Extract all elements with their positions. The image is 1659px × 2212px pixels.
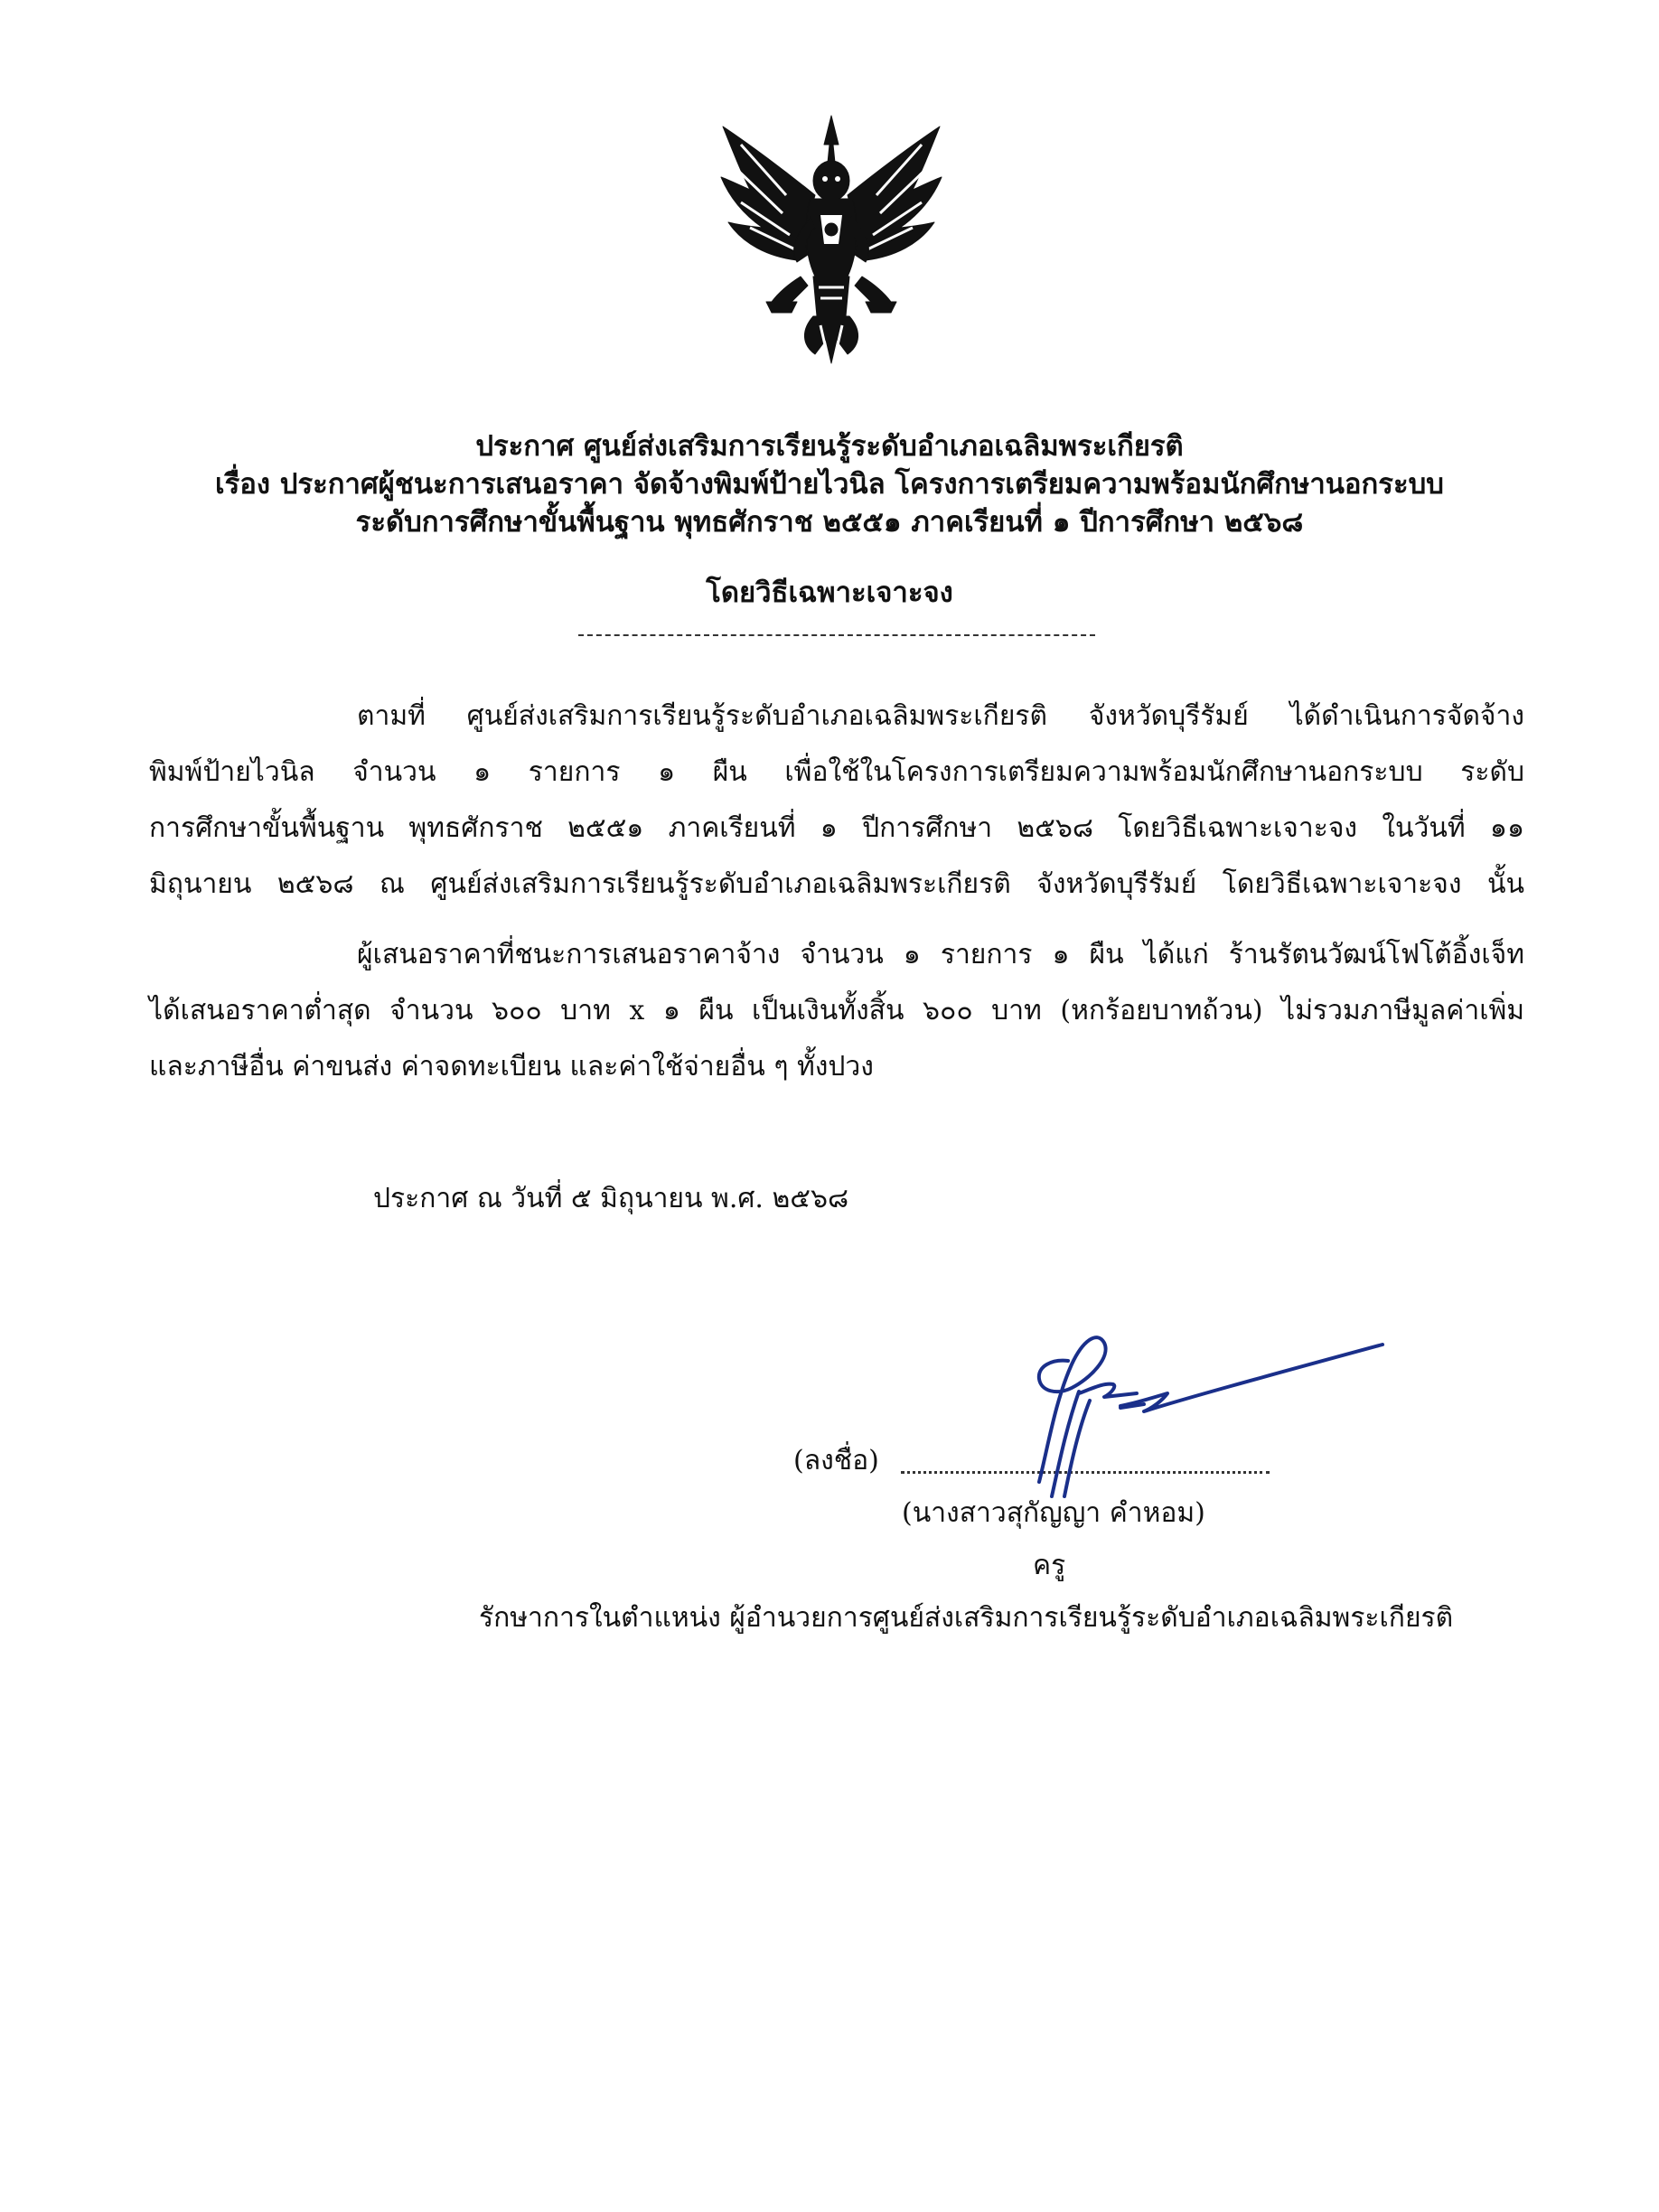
announcement-method: โดยวิธีเฉพาะเจาะจง <box>706 576 953 609</box>
handwritten-signature <box>985 1292 1410 1500</box>
announcement-title: ประกาศ ศูนย์ส่งเสริมการเรียนรู้ระดับอำเภอเฉลิมพระเกียรติ <box>475 430 1184 463</box>
paragraph-2-line-3: และภาษีอื่น ค่าขนส่ง ค่าจดทะเบียน และค่าใช้จ่ายอื่น ๆ ทั้งปวง <box>149 1051 874 1083</box>
announcement-subject: เรื่อง ประกาศผู้ชนะการเสนอราคา จัดจ้างพิมพ์ป้ายไวนิล โครงการเตรียมความพร้อมนักศึกษานอกระบบ <box>215 468 1444 501</box>
announcement-subject-detail: ระดับการศึกษาขั้นพื้นฐาน พุทธศักราช ๒๕๕๑ ภาคเรียนที่ ๑ ปีการศึกษา ๒๕๖๘ <box>355 506 1304 539</box>
paragraph-2-line-1: ผู้เสนอราคาที่ชนะการเสนอราคาจ้าง จำนวน ๑ รายการ ๑ ผืน ได้แก่ ร้านรัตนวัฒน์โฟโต้อิ้งเจ็ท <box>357 939 1524 970</box>
announcement-date: ประกาศ ณ วันที่ ๕ มิถุนายน พ.ศ. ๒๕๖๘ <box>373 1183 849 1214</box>
paragraph-1-line-3: การศึกษาขั้นพื้นฐาน พุทธศักราช ๒๕๕๑ ภาคเรียนที่ ๑ ปีการศึกษา ๒๕๖๘ โดยวิธีเฉพาะเจาะจง ในวันที่ ๑๑ <box>149 812 1524 844</box>
paragraph-2-line-2: ได้เสนอราคาต่ำสุด จำนวน ๖๐๐ บาท x ๑ ผืน เป็นเงินทั้งสิ้น ๖๐๐ บาท (หกร้อยบาทถ้วน) ไม่รวมภาษีมูลค่าเพิ่ม <box>149 995 1524 1026</box>
paragraph-1-line-2: พิมพ์ป้ายไวนิล จำนวน ๑ รายการ ๑ ผืน เพื่อใช้ในโครงการเตรียมความพร้อมนักศึกษานอกระบบ ระดับ <box>149 756 1524 788</box>
signer-acting-position: รักษาการในตำแหน่ง ผู้อำนวยการศูนย์ส่งเสริมการเรียนรู้ระดับอำเภอเฉลิมพระเกียรติ <box>479 1602 1454 1634</box>
signer-name: (นางสาวสุกัญญา คำหอม) <box>902 1497 1205 1529</box>
divider-line <box>578 634 1095 636</box>
garuda-emblem-icon <box>714 108 949 370</box>
signature-label: (ลงชื่อ) <box>793 1445 879 1476</box>
signer-position: ครู <box>1033 1550 1066 1581</box>
paragraph-1-line-4: มิถุนายน ๒๕๖๘ ณ ศูนย์ส่งเสริมการเรียนรู้ระดับอำเภอเฉลิมพระเกียรติ จังหวัดบุรีรัมย์ โดยวิธีเฉพาะเจาะจง นั้น <box>149 868 1524 900</box>
paragraph-1-line-1: ตามที่ ศูนย์ส่งเสริมการเรียนรู้ระดับอำเภอเฉลิมพระเกียรติ จังหวัดบุรีรัมย์ ได้ดำเนินการจัดจ้าง <box>357 700 1524 732</box>
